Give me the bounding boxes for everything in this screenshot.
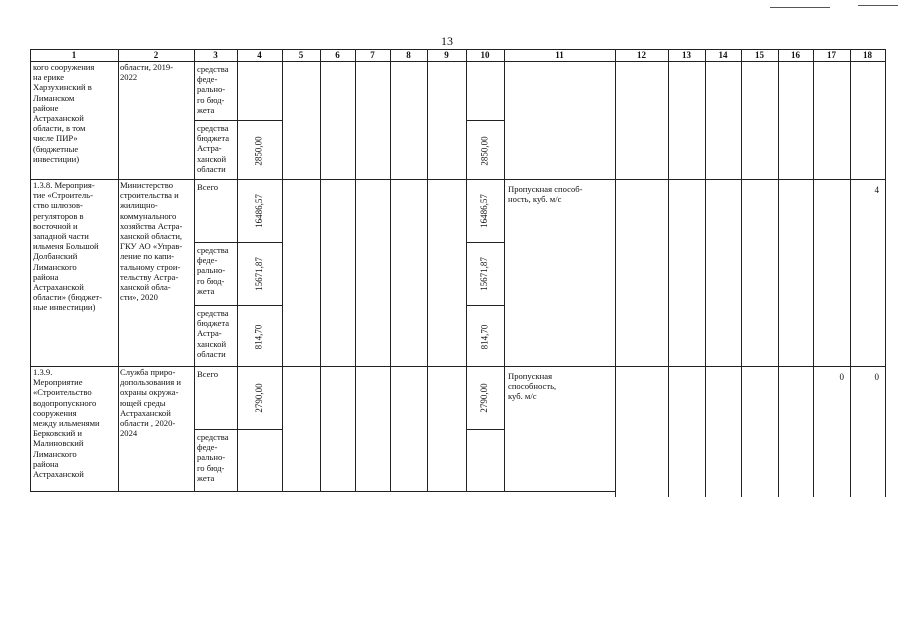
- text-line: го бюд-: [197, 275, 225, 286]
- text-line: го бюд-: [197, 94, 225, 105]
- text-line: Пропускная: [508, 371, 553, 381]
- target-value: 0: [839, 372, 844, 382]
- amount-value: [254, 65, 266, 118]
- table-rule: [194, 429, 282, 430]
- text-line: водопропускного: [33, 397, 97, 408]
- text-line: ханской области,: [120, 231, 183, 242]
- text-line: средства: [197, 123, 229, 133]
- text-line: Астраханской: [33, 113, 84, 124]
- text-line: района: [33, 271, 59, 282]
- text-line: бюджета: [197, 318, 230, 329]
- text-line: Астра-: [197, 143, 222, 154]
- amount-value: 15671,87: [253, 257, 264, 291]
- table-rule: [320, 49, 321, 491]
- table-rule: [194, 305, 282, 306]
- table-rule: [668, 49, 669, 497]
- text-line: Астраханской: [33, 282, 84, 293]
- text-line: области, в том: [33, 123, 86, 134]
- amount-value: 814,70: [253, 324, 264, 349]
- column-header: 1: [71, 50, 77, 60]
- table-rule: [194, 49, 195, 491]
- text-line: феде-: [197, 442, 218, 453]
- amount-value: 2790,00: [479, 383, 489, 413]
- text-line: жета: [197, 472, 215, 483]
- text-line: области, 2019-: [120, 62, 174, 72]
- text-line: охраны окружа-: [120, 387, 179, 398]
- text-line: области: [197, 348, 226, 359]
- column-header: 4: [257, 50, 262, 60]
- text-line: способность,: [508, 381, 557, 392]
- column-header: 9: [444, 50, 449, 60]
- amount-value: 2790,00: [253, 383, 264, 413]
- column-header: 12: [637, 50, 646, 60]
- text-line: ханской обла-: [120, 282, 171, 293]
- column-header: 16: [791, 50, 800, 60]
- funding-source: [197, 369, 236, 379]
- activity-name: [33, 62, 116, 164]
- text-line: ГКУ АО «Управ-: [120, 241, 183, 252]
- text-line: 2024: [120, 428, 138, 439]
- column-header: 17: [827, 50, 836, 60]
- table-rule: [466, 120, 504, 121]
- text-line: средства: [197, 308, 229, 318]
- text-line: ханской: [197, 153, 227, 164]
- text-line: ханской: [197, 338, 227, 349]
- funding-source: [197, 245, 236, 296]
- table-rule: [237, 49, 238, 491]
- text-line: 2022: [120, 72, 138, 83]
- text-line: тельству Астра-: [120, 271, 179, 282]
- text-line: Всего: [197, 369, 219, 379]
- text-line: Лиманском: [33, 92, 75, 103]
- column-header: 2: [153, 50, 159, 60]
- text-line: области , 2020-: [120, 418, 176, 429]
- target-value: 4: [874, 185, 879, 195]
- text-line: инвестиции): [33, 153, 80, 164]
- column-header: 10: [480, 50, 490, 60]
- text-line: сти», 2020: [120, 292, 158, 303]
- text-line: тальному строи-: [120, 261, 181, 272]
- text-line: Малиновский: [33, 438, 84, 449]
- text-line: жета: [197, 104, 215, 115]
- column-header: 5: [298, 50, 304, 60]
- text-line: го бюд-: [197, 462, 225, 473]
- text-line: «Строительство: [33, 387, 92, 398]
- table-rule: [466, 242, 504, 243]
- funding-source: [197, 182, 236, 192]
- text-line: строительства и: [120, 190, 179, 201]
- text-line: ильменя Большой: [33, 241, 99, 252]
- text-line: тие «Строитель-: [33, 190, 93, 201]
- executor: [120, 180, 193, 302]
- funding-source: [197, 432, 236, 483]
- table-rule: [30, 49, 31, 491]
- table-rule: [850, 49, 851, 497]
- column-header: 15: [755, 50, 764, 60]
- table-rule: [30, 491, 615, 492]
- text-line: области: [197, 163, 226, 174]
- text-line: Астраханской: [33, 469, 84, 480]
- activity-name: [33, 367, 116, 479]
- text-line: бюджета: [197, 133, 230, 144]
- text-line: Лиманского: [33, 261, 77, 272]
- table-rule: [466, 305, 504, 306]
- text-line: ющей среды: [120, 397, 166, 408]
- table-rule: [194, 120, 282, 121]
- amount-value: 16486,57: [253, 194, 264, 228]
- table-rule: [118, 49, 119, 491]
- table-rule: [390, 49, 391, 491]
- column-header: 7: [370, 50, 375, 60]
- text-line: восточной и: [33, 220, 78, 231]
- text-line: ление по капи-: [120, 251, 175, 262]
- text-line: западной части: [33, 231, 89, 242]
- indicator: [508, 184, 611, 204]
- table-rule: [194, 242, 282, 243]
- text-line: района: [33, 458, 59, 469]
- column-header: 8: [406, 50, 411, 60]
- text-line: Астра-: [197, 328, 222, 339]
- text-line: Мероприятие: [33, 377, 83, 388]
- funding-source: [197, 123, 236, 174]
- funding-source: [197, 308, 236, 359]
- text-line: (бюджетные: [33, 143, 79, 154]
- table-rule: [778, 49, 779, 497]
- text-line: хозяйства Астра-: [120, 220, 183, 231]
- text-line: Пропускная способ-: [508, 184, 583, 194]
- table-rule: [466, 49, 467, 491]
- column-header: 6: [335, 50, 340, 60]
- text-line: ность, куб. м/с: [508, 194, 562, 205]
- amount-value: [254, 433, 266, 489]
- text-line: Всего: [197, 182, 219, 192]
- executor: [120, 367, 193, 438]
- activity-name: [33, 180, 116, 313]
- text-line: ные инвестиции): [33, 302, 96, 313]
- text-line: Харзухинский в: [33, 82, 92, 93]
- table-rule: [705, 49, 706, 497]
- text-line: Долбанский: [33, 251, 78, 262]
- text-line: кого сооружения: [33, 62, 95, 72]
- target-value: 0: [874, 372, 879, 382]
- amount-value: 2850,00: [253, 135, 264, 166]
- table-rule: [427, 49, 428, 491]
- funding-source: [197, 64, 236, 115]
- table-rule: [615, 49, 616, 497]
- amount-value: 2850,00: [479, 135, 489, 166]
- table-rule: [30, 49, 885, 50]
- text-line: феде-: [197, 255, 218, 266]
- text-line: допользования и: [120, 377, 181, 388]
- executor: [120, 62, 193, 82]
- text-line: на ерике: [33, 72, 65, 83]
- text-line: ство шлюзов-: [33, 200, 83, 211]
- text-line: области» (бюджет-: [33, 292, 103, 303]
- table-rule: [355, 49, 356, 491]
- text-line: Берковский и: [33, 428, 83, 439]
- text-line: рально-: [197, 452, 226, 463]
- text-line: средства: [197, 64, 229, 74]
- text-line: регуляторов в: [33, 210, 84, 221]
- table-rule: [466, 429, 504, 430]
- text-line: районе: [33, 102, 59, 113]
- text-line: числе ПИР»: [33, 133, 78, 144]
- text-line: рально-: [197, 265, 226, 276]
- column-header: 18: [863, 50, 872, 60]
- table-rule: [282, 49, 283, 491]
- column-header: 13: [682, 50, 691, 60]
- text-line: жилищно-: [120, 200, 158, 211]
- text-line: феде-: [197, 74, 218, 85]
- text-line: Лиманского: [33, 448, 77, 459]
- amount-value: 16486,57: [479, 194, 489, 228]
- indicator: [508, 371, 611, 402]
- column-header: 11: [555, 50, 564, 60]
- text-line: Служба приро-: [120, 367, 176, 377]
- table-rule: [885, 49, 886, 497]
- text-line: средства: [197, 432, 229, 442]
- text-line: между ильменями: [33, 418, 100, 429]
- text-line: 1.3.8. Мероприя-: [33, 180, 95, 190]
- column-header: 3: [213, 50, 218, 60]
- table-rule: [741, 49, 742, 497]
- amount-value: 15671,87: [479, 257, 489, 291]
- text-line: 1.3.9.: [33, 367, 53, 377]
- column-header: 14: [718, 50, 728, 60]
- amount-value: [479, 433, 491, 489]
- text-line: Астраханской: [120, 407, 171, 418]
- text-line: рально-: [197, 84, 226, 95]
- text-line: куб. м/с: [508, 391, 537, 402]
- text-line: коммунального: [120, 210, 177, 221]
- text-line: Министерство: [120, 180, 173, 190]
- text-line: средства: [197, 245, 229, 255]
- page-number: 13: [441, 34, 453, 48]
- amount-value: 814,70: [479, 324, 489, 349]
- table-rule: [504, 49, 505, 491]
- table-rule: [813, 49, 814, 497]
- amount-value: [479, 65, 491, 118]
- text-line: жета: [197, 285, 215, 296]
- text-line: сооружения: [33, 407, 77, 418]
